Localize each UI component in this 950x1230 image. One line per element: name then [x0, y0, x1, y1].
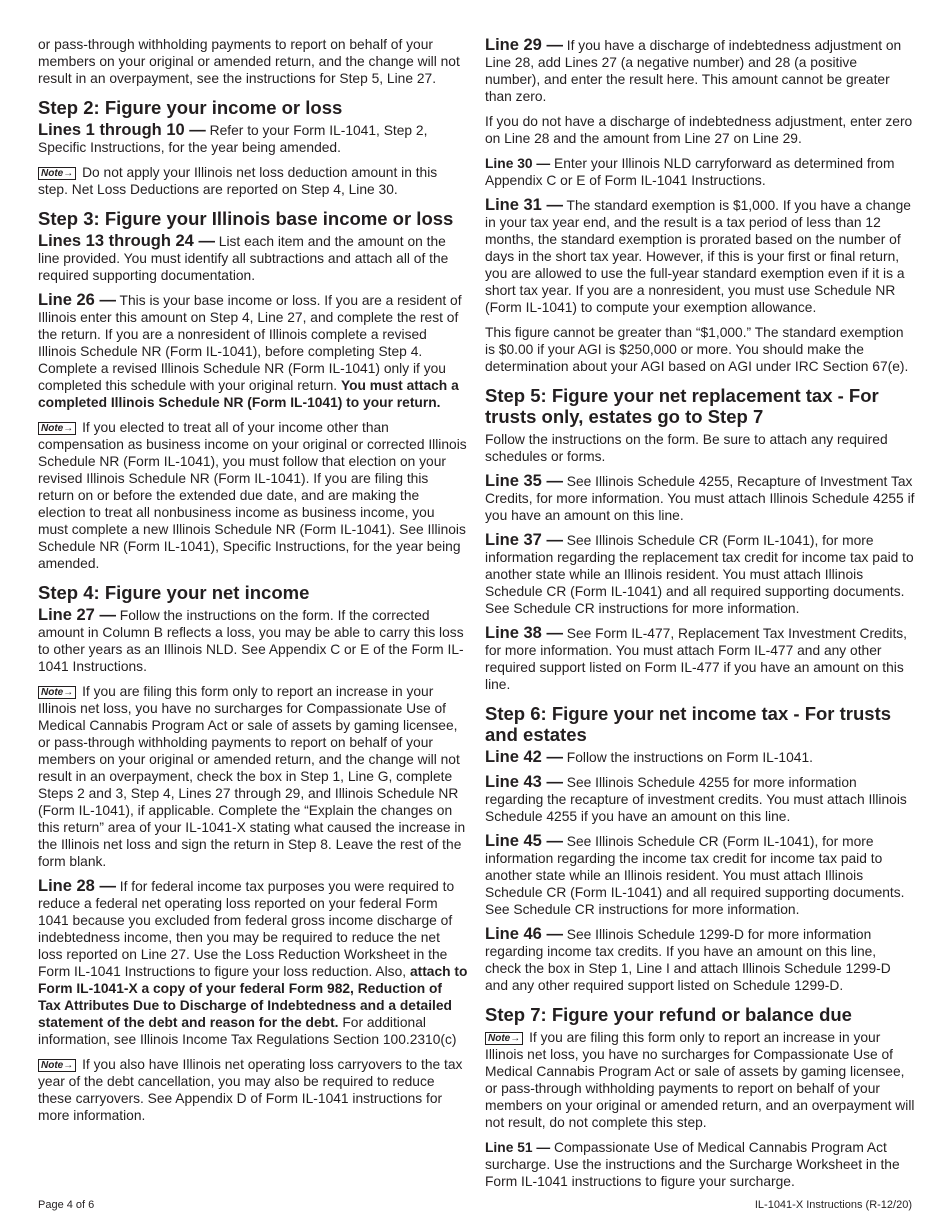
note-icon: Note→ [38, 167, 76, 180]
line45-label: Line 45 — [485, 832, 563, 850]
line45-text: See Illinois Schedule CR (Form IL-1041), for more information regarding the income tax credit for income tax paid to another state while an Illinois resident. You must attach Illinois Schedule CR (Form IL-1041) and all required supporting documents. See Schedule CR instructions for more information. [485, 834, 905, 917]
step7-note [485, 1029, 915, 1131]
line28-after-text: For additional information, see Illinois Income Tax Regulations Section 100.2310(c) [38, 1015, 457, 1047]
lines1-10-label: Lines 1 through 10 — [38, 121, 206, 139]
left-column [38, 36, 468, 1132]
line28-bold-text: attach to Form IL-1041-X a copy of your federal Form 982, Reduction of Tax Attributes Due to Discharge of Indebtedness and a detailed statement of the debt and reason for the debt. [38, 964, 468, 1030]
line51-paragraph [485, 1139, 915, 1190]
step7-note-text: If you are filing this form only to report an increase in your Illinois net loss, you have no surcharges for Compassionate Use of Medical Cannabis Program Act or sale of assets by gaming licensee, or pass-through withholding payments to report on behalf of your members on your original or amended return, and an overpayment will not result, do not complete this step. [485, 1030, 915, 1130]
line51-text: Compassionate Use of Medical Cannabis Program Act surcharge. Use the instructions and the Surcharge Worksheet in the Form IL-1041 instructions to figure your surcharge. [485, 1140, 900, 1189]
line26-label: Line 26 — [38, 291, 116, 309]
line31-text: The standard exemption is $1,000. If you have a change in your tax year end, and the result is a tax period of less than 12 months, the standard exemption is prorated based on the number of days in the short tax year. However, if this is your first or final return, you are allowed to use the full-year standard exemption even if it is a short tax year. If you are a nonresident, you must use Schedule NR (Form IL-1041) to compute your exemption allowance. [485, 198, 911, 315]
line31-paragraph-2: This figure cannot be greater than “$1,000.” The standard exemption is $0.00 if your AGI is $250,000 or more. You should make the determination about your AGI based on AGI under IRC Section 67(e). [485, 325, 909, 374]
line29-label: Line 29 — [485, 36, 563, 54]
step7-heading: Step 7: Figure your refund or balance due [485, 1004, 852, 1025]
line35-paragraph [485, 473, 915, 524]
line46-paragraph [485, 926, 915, 994]
document-id: IL-1041-X Instructions (R-12/20) [754, 1199, 912, 1211]
step2-note-text: Do not apply your Illinois net loss deduction amount in this step. Net Loss Deductions are reported on Step 4, Line 30. [38, 165, 438, 197]
line42-paragraph [485, 749, 915, 766]
step4-note-text: If you are filing this form only to report an increase in your Illinois net loss, you have no surcharges for Compassionate Use of Medical Cannabis Program Act or sale of assets by gaming licensee, or pass-through withholding payments to report on behalf of your members on your original or amended return, and the change will not result in an overpayment, check the box in Step 1, Line G, complete Steps 2 and 3, Step 4, Lines 27 through 29, and Illinois Schedule NR (Form IL-1041), if applicable. Complete the “Explain the changes on this return” area of your IL-1041-X stating what caused the increase in the Illinois net loss and sign the return in Step 8. Leave the rest of the form blank. [38, 684, 466, 869]
line42-label: Line 42 — [485, 748, 563, 766]
line37-label: Line 37 — [485, 531, 563, 549]
line28-note [38, 1056, 468, 1124]
step3-note [38, 419, 468, 572]
lines1-10-paragraph [38, 122, 468, 156]
line26-bold-text: You must attach a completed Illinois Schedule NR (Form IL-1041) to your return. [38, 378, 459, 410]
line38-text: See Form IL-477, Replacement Tax Investment Credits, for more information. You must attach Form IL-477 and any other required support listed on Form IL-477 if you have an amount on this line. [485, 626, 908, 692]
line42-text: Follow the instructions on Form IL-1041. [566, 750, 813, 765]
line30-label: Line 30 — [485, 156, 551, 171]
line37-paragraph [485, 532, 915, 617]
note-icon: Note→ [38, 686, 76, 699]
line29-text: If you have a discharge of indebtedness adjustment on Line 28, add Lines 27 (a negative number) and 28 (a positive number), and enter the result here. This amount cannot be greater than zero. [485, 38, 902, 104]
note-icon: Note→ [38, 422, 76, 435]
line27-label: Line 27 — [38, 606, 116, 624]
step4-heading: Step 4: Figure your net income [38, 582, 310, 603]
step5-heading: Step 5: Figure your net replacement tax - For trusts only, estates go to Step 7 [485, 385, 879, 427]
step2-heading: Step 2: Figure your income or loss [38, 97, 343, 118]
lines13-24-paragraph [38, 233, 468, 284]
line28-label: Line 28 — [38, 877, 116, 895]
step2-note [38, 164, 468, 198]
line28-text: If for federal income tax purposes you were required to reduce a federal net operating loss reported on your federal Form 1041 because you excluded from federal gross income discharge of indebtedness income, then you may be required to reduce the net loss reported on Line 27. Use the Loss Reduction Worksheet in the Form IL-1041 Instructions to figure your loss reduction. Also, [38, 879, 455, 979]
lines13-24-text: List each item and the amount on the line provided. You must identify all subtractions and attach all of the required supporting documentation. [38, 234, 449, 283]
step3-heading: Step 3: Figure your Illinois base income or loss [38, 208, 454, 229]
line43-label: Line 43 — [485, 773, 563, 791]
line38-label: Line 38 — [485, 624, 563, 642]
line38-paragraph [485, 625, 915, 693]
line31-paragraph [485, 197, 915, 316]
line26-text: This is your base income or loss. If you are a resident of Illinois enter this amount on Step 4, Line 27, and complete the rest of the return. If you are a nonresident of Illinois complete a revised Illinois Schedule NR (Form IL-1041), before completing Step 4. Complete a revised Illinois Schedule NR (Form IL-1041) only if you completed this schedule with your original return. [38, 293, 462, 393]
note-icon: Note→ [485, 1032, 523, 1045]
lines1-10-text: Refer to your Form IL-1041, Step 2, Specific Instructions, for the year being amended. [38, 123, 428, 155]
line28-note-text: If you also have Illinois net operating loss carryovers to the tax year of the debt cancellation, you may also be required to reduce these carryovers. See Appendix D of Form IL-1041 instructions for more information. [38, 1057, 463, 1123]
line27-text: Follow the instructions on the form. If the corrected amount in Column B reflects a loss, you may be able to carry this loss to other years as an Illinois NLD. See Appendix C or E of the Form IL-1041 Instructions. [38, 608, 464, 674]
step4-note [38, 683, 468, 870]
line46-text: See Illinois Schedule 1299-D for more information regarding income tax credits. If you have an amount on this line, check the box in Step 1, Line I and attach Illinois Schedule 1299-D and any other required support listed on Schedule 1299-D. [485, 927, 891, 993]
line29-paragraph-2: If you do not have a discharge of indebtedness adjustment, enter zero on Line 28 and the amount from Line 27 on Line 29. [485, 114, 913, 146]
right-column [485, 37, 915, 1198]
line43-paragraph [485, 774, 915, 825]
step3-note-text: If you elected to treat all of your income other than compensation as business income on your original or corrected Illinois Schedule NR (Form IL-1041), you must follow that election on your revised Illinois Schedule NR (Form IL-1041). If you are filing this return on or before the extended due date, and are making the election to treat all nonbusiness income as business income, you must complete a new Illinois Schedule NR (Form IL-1041). See Illinois Schedule NR (Form IL-1041), Specific Instructions, for the year being amended. [38, 420, 467, 571]
line35-label: Line 35 — [485, 472, 563, 490]
line29-paragraph [485, 37, 915, 105]
line51-label: Line 51 — [485, 1140, 551, 1155]
line26-paragraph [38, 292, 468, 411]
line30-text: Enter your Illinois NLD carryforward as determined from Appendix C or E of Form IL-1041 Instructions. [485, 156, 895, 188]
line43-text: See Illinois Schedule 4255 for more information regarding the recapture of investment credits. You must attach Illinois Schedule 4255 if you have an amount on this line. [485, 775, 907, 824]
line28-paragraph [38, 878, 468, 1048]
line31-label: Line 31 — [485, 196, 563, 214]
line30-paragraph [485, 155, 915, 189]
step5-paragraph: Follow the instructions on the form. Be sure to attach any required schedules or forms. [485, 432, 888, 464]
step6-heading: Step 6: Figure your net income tax - For trusts and estates [485, 703, 892, 745]
line46-label: Line 46 — [485, 925, 563, 943]
line27-paragraph [38, 607, 468, 675]
intro-paragraph: or pass-through withholding payments to report on behalf of your members on your original or amended return, and the change will not result in an overpayment, see the instructions for Step 5, Line 27. [38, 37, 460, 86]
line37-text: See Illinois Schedule CR (Form IL-1041), for more information regarding the replacement tax credit for income tax paid to another state while an Illinois resident. You must attach Illinois Schedule CR (Form IL-1041) and all required supporting documents. See Schedule CR instructions for more information. [485, 533, 914, 616]
note-icon: Note→ [38, 1059, 76, 1072]
lines13-24-label: Lines 13 through 24 — [38, 232, 215, 250]
page-number: Page 4 of 6 [38, 1199, 95, 1211]
line45-paragraph [485, 833, 915, 918]
line35-text: See Illinois Schedule 4255, Recapture of Investment Tax Credits, for more information. You must attach Illinois Schedule 4255 if you have an amount on this line. [485, 474, 915, 523]
